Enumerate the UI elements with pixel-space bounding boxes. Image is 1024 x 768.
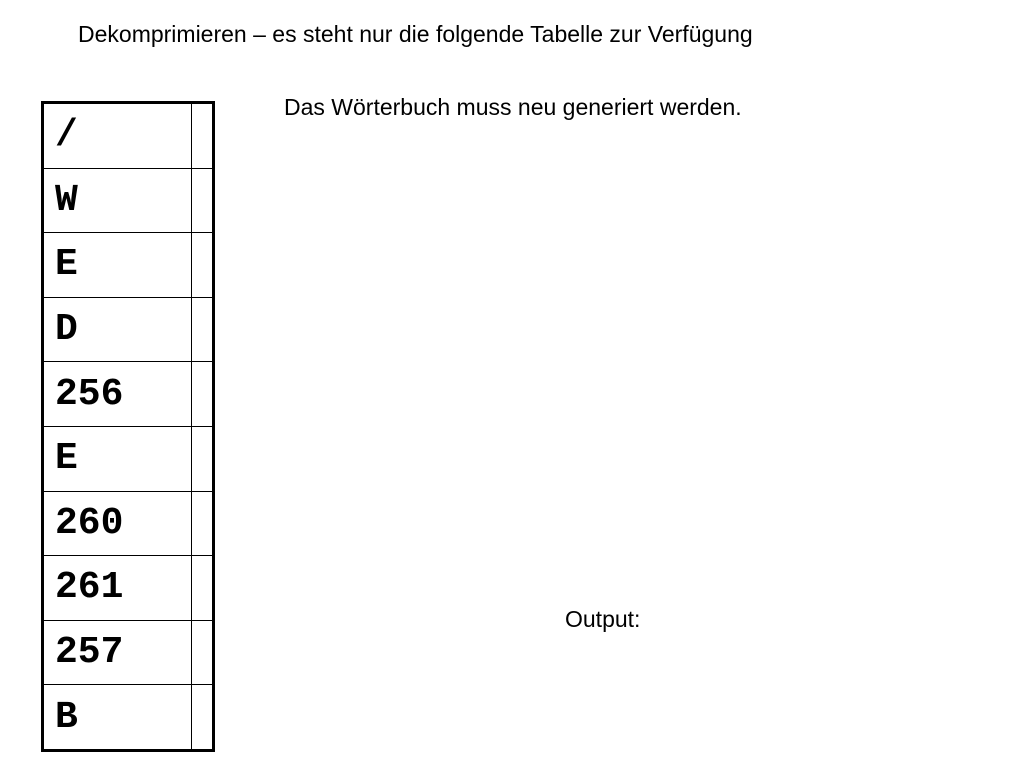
empty-cell	[192, 362, 212, 426]
table-row	[44, 361, 212, 426]
empty-cell	[192, 169, 212, 233]
code-table	[41, 101, 215, 752]
table-row	[44, 104, 212, 168]
slide-title: Dekomprimieren – es steht nur die folgende Tabelle zur Verfügung	[78, 21, 753, 47]
table-row	[44, 684, 212, 749]
code-cell: B	[44, 685, 192, 749]
code-cell: E	[44, 233, 192, 297]
code-cell: /	[44, 104, 192, 168]
table-row	[44, 555, 212, 620]
code-cell: E	[44, 427, 192, 491]
empty-cell	[192, 298, 212, 362]
output-label: Output:	[565, 606, 641, 632]
code-cell: 260	[44, 492, 192, 556]
empty-cell	[192, 685, 212, 749]
table-row	[44, 491, 212, 556]
code-cell: 261	[44, 556, 192, 620]
table-row	[44, 232, 212, 297]
code-cell: D	[44, 298, 192, 362]
code-cell: 256	[44, 362, 192, 426]
empty-cell	[192, 492, 212, 556]
empty-cell	[192, 233, 212, 297]
table-row	[44, 620, 212, 685]
empty-cell	[192, 104, 212, 168]
table-row	[44, 426, 212, 491]
dictionary-note: Das Wörterbuch muss neu generiert werden.	[284, 94, 742, 120]
empty-cell	[192, 621, 212, 685]
code-cell: W	[44, 169, 192, 233]
code-cell: 257	[44, 621, 192, 685]
table-row	[44, 168, 212, 233]
empty-cell	[192, 556, 212, 620]
table-row	[44, 297, 212, 362]
empty-cell	[192, 427, 212, 491]
